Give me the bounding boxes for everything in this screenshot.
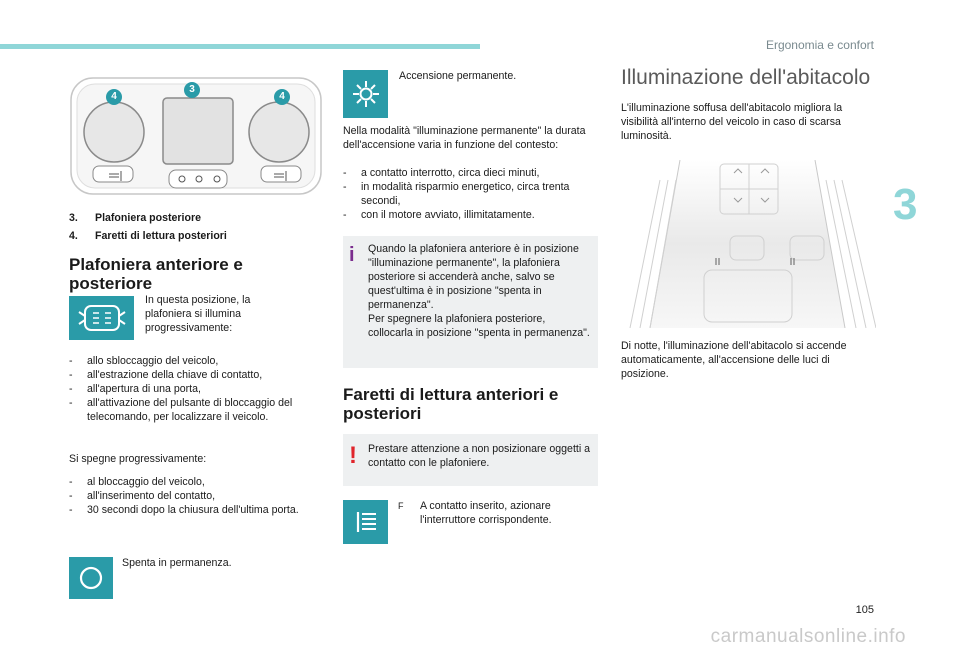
page-number: 105 xyxy=(855,604,874,616)
warning-note xyxy=(343,434,598,486)
legend-number: 4. xyxy=(69,230,78,242)
callout-4-right: 4 xyxy=(274,89,290,105)
off-circle-icon xyxy=(69,557,113,599)
list-item: - al bloccaggio del veicolo, xyxy=(69,475,324,489)
legend-item xyxy=(69,229,329,243)
list-item: - all'apertura di una porta, xyxy=(69,382,324,396)
legend-label: Plafoniera posteriore xyxy=(95,212,201,224)
dome-light-icon xyxy=(69,296,134,340)
reading-light-icon xyxy=(343,500,388,544)
info-icon: i xyxy=(349,244,355,266)
permanent-on-text: Accensione permanente. xyxy=(399,70,517,82)
sun-icon xyxy=(343,70,388,118)
off-permanent-text: Spenta in permanenza. xyxy=(122,557,232,569)
off-intro: Si spegne progressivamente: xyxy=(69,453,207,465)
legend-number: 3. xyxy=(69,212,78,224)
dome-light-figure xyxy=(69,76,323,196)
watermark: carmanualsonline.info xyxy=(710,626,906,647)
callout-3: 3 xyxy=(184,82,200,98)
list-item: - a contatto interrotto, circa dieci minuti, xyxy=(343,166,595,180)
interior-night-text: Di notte, l'illuminazione dell'abitacolo si accende automaticamente, all'accensione delle luci di posizione. xyxy=(621,340,847,380)
permanent-mode-intro: Nella modalità "illuminazione permanente" la durata dell'accensione varia in funzione del contesto: xyxy=(343,125,586,151)
dome-progressive-text: In questa posizione, la plafoniera si illumina progressivamente: xyxy=(145,294,251,334)
info-note-text: Quando la plafoniera anteriore è in posizione "illuminazione permanente", la plafoniera posteriore si accenderà anche, salvo se quest'ultima è in posizione "spenta in permanenza". Per spegnere la plafoniera posteriore, collocarla in posizione "spenta in permanenza". xyxy=(368,243,590,339)
list-item: - all'inserimento del contatto, xyxy=(69,489,324,503)
list-item: - all'attivazione del pulsante di bloccaggio del telecomando, per localizzare il veicolo. xyxy=(69,396,324,424)
on-conditions-list xyxy=(69,354,324,424)
legend-label: Faretti di lettura posteriori xyxy=(95,230,227,242)
chapter-number: 3 xyxy=(893,180,918,229)
reading-bullet: F xyxy=(398,501,404,511)
info-note xyxy=(343,236,598,368)
section-title: Ergonomia e confort xyxy=(765,38,874,52)
list-item: - allo sbloccaggio del veicolo, xyxy=(69,354,324,368)
list-item: - in modalità risparmio energetico, circa trenta secondi, xyxy=(343,180,595,208)
figure-legend xyxy=(69,211,329,243)
warning-icon: ! xyxy=(349,442,357,469)
list-item: - all'estrazione della chiave di contatto, xyxy=(69,368,324,382)
off-conditions-list xyxy=(69,475,324,517)
legend-item xyxy=(69,211,329,225)
warning-note-text: Prestare attenzione a non posizionare oggetti a contatto con le plafoniere. xyxy=(368,443,591,469)
interior-intro: L'illuminazione soffusa dell'abitacolo migliora la visibilità all'interno del veicolo in caso di scarsa luminosità. xyxy=(621,102,843,142)
heading-dome-lights: Plafoniera anteriore e posteriore xyxy=(69,255,243,293)
reading-light-text: A contatto inserito, azionare l'interruttore corrispondente. xyxy=(420,500,552,526)
interior-lighting-illustration xyxy=(620,160,876,328)
list-item: - con il motore avviato, illimitatamente. xyxy=(343,208,595,222)
header-band xyxy=(0,44,480,49)
heading-reading-lights: Faretti di lettura anteriori e posteriori xyxy=(343,385,559,423)
list-item: - 30 secondi dopo la chiusura dell'ultima porta. xyxy=(69,503,324,517)
callout-4-left: 4 xyxy=(106,89,122,105)
permanent-mode-list xyxy=(343,166,595,222)
heading-interior-lighting: Illuminazione dell'abitacolo xyxy=(621,66,871,89)
